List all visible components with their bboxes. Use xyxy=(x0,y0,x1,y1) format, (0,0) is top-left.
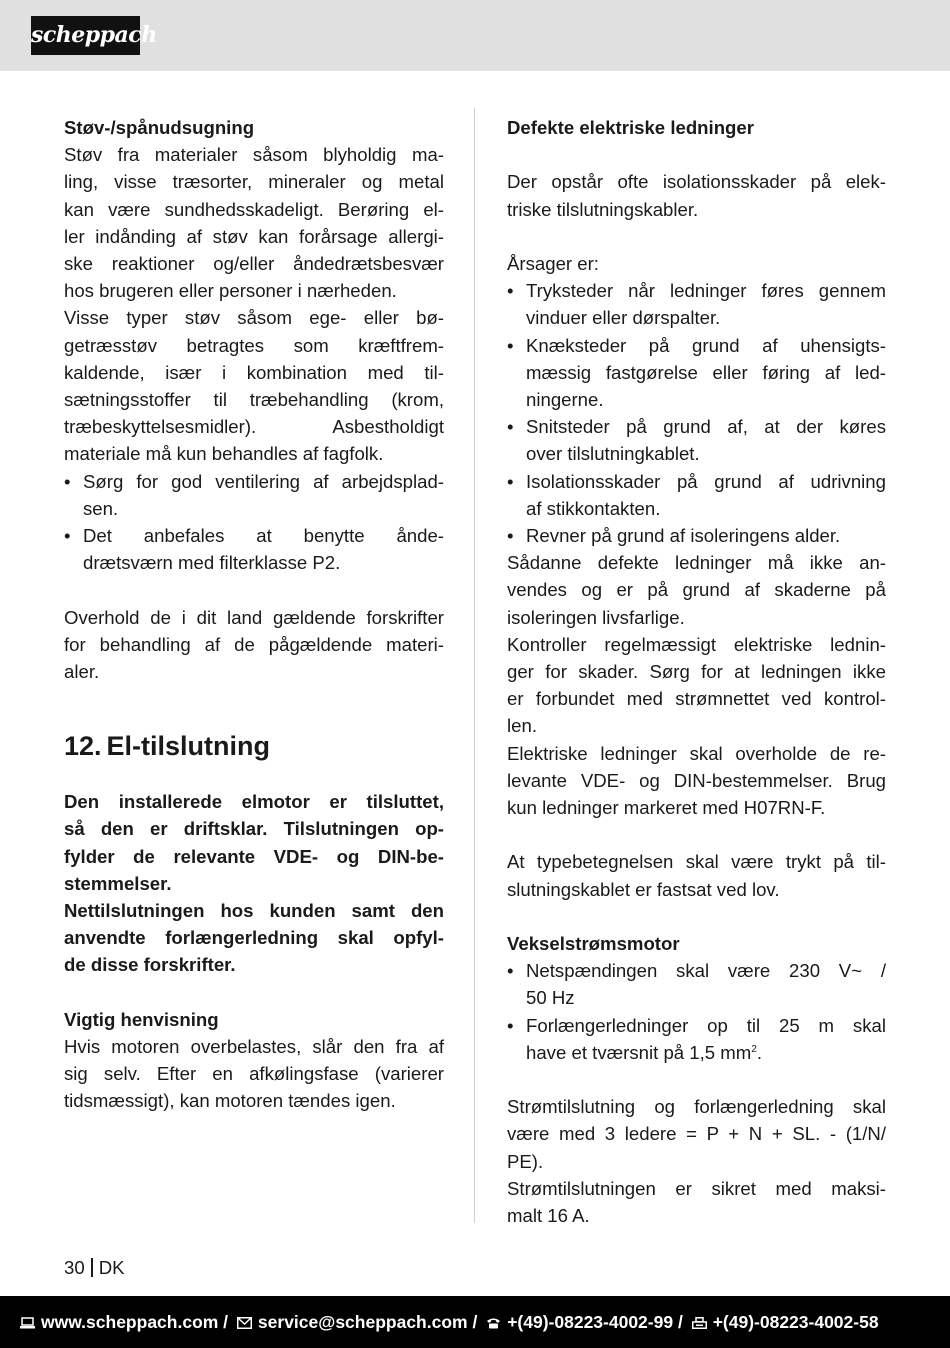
text-line: Forlængerledninger op til 25 m skal xyxy=(526,1014,886,1036)
causes-label: Årsager er: xyxy=(507,252,599,274)
list-item xyxy=(507,1012,886,1066)
superscript: 2 xyxy=(751,1043,757,1055)
bullet-marker: • xyxy=(507,416,514,438)
defect-title: Defekte elektriske ledninger xyxy=(507,117,754,138)
text-line: fylder de relevante VDE- og DIN-be- xyxy=(64,845,444,867)
text-line: mæssig fastgørelse eller føring af led- xyxy=(526,361,886,383)
list-item xyxy=(507,277,886,331)
regulation-paragraph xyxy=(64,604,444,686)
page-num: 30 xyxy=(64,1257,85,1278)
text-line: over tilslutningkablet. xyxy=(526,443,700,465)
text-line: Nettilslutningen hos kunden samt den xyxy=(64,900,444,922)
website-link[interactable]: www.scheppach.com / xyxy=(41,1312,229,1332)
bullet-marker: • xyxy=(507,280,514,302)
text-line: stemmelser. xyxy=(64,872,172,894)
column-divider xyxy=(474,108,475,1223)
list-item xyxy=(64,468,444,522)
fax-icon xyxy=(692,1297,707,1309)
list-item xyxy=(507,468,886,522)
text-line: vinduer eller dørspalter. xyxy=(526,307,721,329)
text-line: for behandling af de pågældende materi- xyxy=(64,633,444,655)
text-line: ling, visse træsorter, mineraler og metal xyxy=(64,171,444,193)
right-column xyxy=(507,114,886,1229)
text-line: kun ledninger markeret med H07RN-F. xyxy=(507,797,826,819)
left-column xyxy=(64,114,444,1115)
text-line: sig selv. Efter en afkølingsfase (varierer xyxy=(64,1063,444,1085)
text-line: Netspændingen skal være 230 V~ / xyxy=(526,960,886,982)
text-line: ske reaktioner og/eller åndedrætsbesvær xyxy=(64,253,444,275)
bullet-marker: • xyxy=(64,470,71,492)
text-line: isoleringen livsfarlige. xyxy=(507,606,685,628)
text-line: Knæksteder på grund af uhensigts- xyxy=(526,334,886,356)
list-item xyxy=(507,332,886,414)
text-line: hos brugeren eller personer i nærheden. xyxy=(64,280,397,302)
contact-bar xyxy=(0,1296,950,1348)
list-item xyxy=(507,957,886,1011)
phone-icon xyxy=(486,1297,501,1309)
text-line: materiale må kun behandles af fagfolk. xyxy=(64,443,384,465)
list-item xyxy=(507,413,886,467)
text-line: af stikkontakten. xyxy=(526,497,661,519)
bullet-marker: • xyxy=(507,470,514,492)
phone-number: +(49)-08223-4002-99 / xyxy=(507,1312,683,1332)
text-line: Den installerede elmotor er tilsluttet, xyxy=(64,791,444,813)
text-line: malt 16 A. xyxy=(507,1205,590,1227)
list-item xyxy=(507,522,886,549)
text-line: Sådanne defekte ledninger må ikke an- xyxy=(507,552,886,574)
connection-bold-paragraph xyxy=(64,788,444,978)
text-line: træbeskyttelsesmidler). Asbestholdigt xyxy=(64,416,444,438)
text-line: aler. xyxy=(64,661,100,683)
bullet-marker: • xyxy=(507,525,514,547)
note-title: Vigtig henvisning xyxy=(64,1008,219,1030)
text-line: Isolationsskader på grund af udrivning xyxy=(526,470,886,492)
cross-section-text: have et tværsnit på 1,5 mm xyxy=(526,1041,752,1063)
text-line: tidsmæssigt), kan motoren tændes igen. xyxy=(64,1090,396,1112)
dust-paragraph xyxy=(64,141,444,467)
text-line: Elektriske ledninger skal overholde de re- xyxy=(507,742,886,764)
text-line: Hvis motoren overbelastes, slår den fra af xyxy=(64,1036,444,1058)
page-separator xyxy=(91,1258,93,1277)
period: . xyxy=(756,1041,763,1063)
page-header xyxy=(0,0,950,71)
text-line: At typebetegnelsen skal være trykt på til- xyxy=(507,851,886,873)
bullet-marker: • xyxy=(507,960,514,982)
section-heading xyxy=(64,730,444,762)
bullet-marker: • xyxy=(64,525,71,547)
text-line: Revner på grund af isoleringens alder. xyxy=(526,525,841,547)
defect-intro xyxy=(507,168,886,222)
text-line: sen. xyxy=(83,497,119,519)
text-line: anvendte forlængerledning skal opfyl- xyxy=(64,927,444,949)
danger-paragraph xyxy=(507,549,886,821)
text-line: de disse forskrifter. xyxy=(64,954,236,976)
text-line: er forbundet med strømnettet ved kontrol- xyxy=(507,688,886,710)
text-line: len. xyxy=(507,715,537,737)
text-line xyxy=(526,1039,886,1066)
text-line: ningerne. xyxy=(526,389,604,410)
text-line: Det anbefales at benytte ånde- xyxy=(83,525,444,547)
email-icon xyxy=(237,1297,252,1309)
text-line: Der opstår ofte isolationsskader på elek- xyxy=(507,171,886,193)
computer-icon xyxy=(20,1297,35,1309)
text-line: være med 3 ledere = P + N + SL. - (1/N/ xyxy=(507,1123,886,1145)
text-line: Sørg for god ventilering af arbejdsplad- xyxy=(83,470,444,492)
type-paragraph xyxy=(507,848,886,902)
note-paragraph xyxy=(64,1033,444,1115)
text-line: getræsstøv betragtes som kræftfrem- xyxy=(64,334,444,356)
text-line: så den er driftsklar. Tilslutningen op- xyxy=(64,818,444,840)
section-title: El-tilslutning xyxy=(106,731,271,762)
text-line: 50 Hz xyxy=(526,987,575,1009)
power-paragraph xyxy=(507,1093,886,1229)
list-item xyxy=(64,522,444,576)
section-number: 12. xyxy=(64,731,102,762)
text-line: vendes og er på grund af skaderne på xyxy=(507,579,886,601)
text-line: Støv fra materialer såsom blyholdig ma- xyxy=(64,144,444,166)
email-link[interactable]: service@scheppach.com / xyxy=(257,1312,478,1332)
dust-title: Støv-/spånudsugning xyxy=(64,117,255,138)
text-line: Strømtilslutning og forlængerledning skal xyxy=(507,1096,886,1118)
text-line: levante VDE- og DIN-bestemmelser. Brug xyxy=(507,769,886,791)
text-line: drætsværn med filterklasse P2. xyxy=(83,552,341,574)
bullet-marker: • xyxy=(507,1014,514,1036)
text-line: Kontroller regelmæssigt elektriske lednin- xyxy=(507,633,886,655)
text-line: Snitsteder på grund af, at der køres xyxy=(526,416,886,438)
text-line: kan være sundhedsskadeligt. Berøring el- xyxy=(64,198,444,220)
bullet-marker: • xyxy=(507,334,514,356)
text-line: sætningsstoffer til træbehandling (krom, xyxy=(64,389,444,411)
text-line: Strømtilslutningen er sikret med maksi- xyxy=(507,1177,886,1199)
text-line: kaldende, især i kombination med til- xyxy=(64,361,444,383)
text-line: triske tilslutningskabler. xyxy=(507,198,699,220)
text-line: Overhold de i dit land gældende forskrifter xyxy=(64,606,444,628)
text-line: slutningskablet er fastsat ved lov. xyxy=(507,878,780,900)
fax-number: +(49)-08223-4002-58 xyxy=(712,1312,879,1332)
logo-text: scheppach xyxy=(31,22,157,48)
page-lang: DK xyxy=(98,1257,125,1278)
text-line: Visse typer støv såsom ege- eller bø- xyxy=(64,307,444,329)
text-line: ger for skader. Sørg for at ledningen ikke xyxy=(507,661,886,683)
text-line: Tryksteder når ledninger føres gennem xyxy=(526,280,886,302)
scheppach-logo xyxy=(31,16,157,55)
page-number xyxy=(64,1256,125,1280)
text-line: ler indånding af støv kan forårsage allergi- xyxy=(64,225,444,247)
text-line: PE). xyxy=(507,1150,544,1172)
ac-motor-title: Vekselstrømsmotor xyxy=(507,933,680,955)
